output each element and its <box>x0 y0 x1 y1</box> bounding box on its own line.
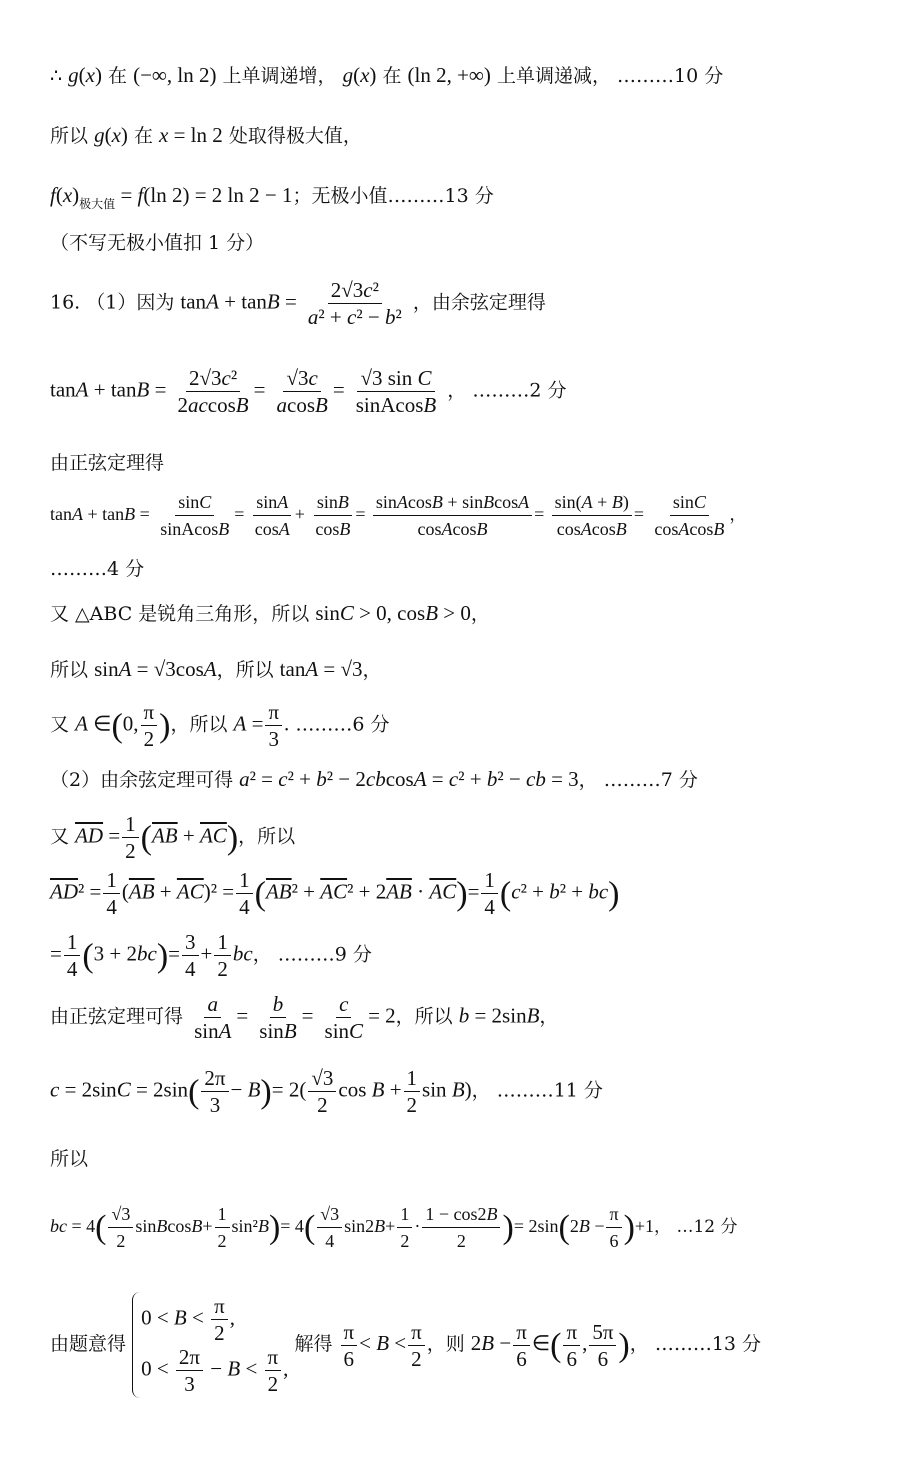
simplify-line: = $\frac{1}{4}$ (3 + 2bc)= $\frac{3}{4}$ + $\frac{1}{2}$ bc， ………9 分 <box>50 930 372 981</box>
vector-ad-line: 又 $\overline{AD}$ = $\frac{1}{2}$ $(\overline{AB} + \overline{AC})$，所以 <box>50 812 296 863</box>
max-point-line: 所以 g(x) 在 x = ln 2 处取得极大值， <box>50 123 362 147</box>
monotonic-line: ∴ g(x) 在 (−∞, ln 2) 上单调递增， g(x) 在 (ln 2, +∞) 上单调递减， ………10 分 <box>50 63 724 87</box>
vector-square-line: $\overline{AD}^2$ = $\frac{1}{4}$ $(\overline{AB} + \overline{AC})^2$ = $\frac{1}{4}$ $(\overline{AB}^2 + \overline{AC}^2 + 2\overline{AB} \cdot \overline{AC})=$ $\frac{1}{4}$ (c² + b² + bc) <box>50 868 620 919</box>
deduct-note: （不写无极小值扣 1 分） <box>50 232 265 254</box>
c-expression-line: c = 2sinC = 2sin( $\frac{2\pi}{3}$ − B)= 2( $\frac{√3}{2}$ cos B + $\frac{1}{2}$ sin B)， ………11 分 <box>50 1066 603 1117</box>
acute-line: 又 △ABC 是锐角三角形，所以 sinC > 0, cosB > 0， <box>50 601 490 625</box>
score-13a: ………13 分 <box>387 185 494 207</box>
system-brace: 0 < B < $\frac{\pi}{2}$ , 0 < $\frac{2\pi}{3}$ − B < $\frac{\pi}{2}$ , <box>132 1292 288 1398</box>
q16-line: 16. （1）因为 tanA + tanB = $\frac{\text{2√3c²}}{\text{a² + c² − b²}}$ ，由余弦定理得 <box>50 278 546 329</box>
score-6: ………6 分 <box>295 713 390 736</box>
score-9: ………9 分 <box>277 943 372 966</box>
score-13b: ………13 分 <box>654 1333 762 1355</box>
tan-identity-line: tanA + tanB = $\frac{\sin C}{\text{sinAcosB}}$ = $\frac{\sin A}{\cos A}$ + $\frac{\sin B}{\cos B}$ = $\frac{\text{sinAcosB + sinBcosA}}{\text{cosAcosB}}$ = $\frac{\sin(A + B)}{\text{cosAcosB}}$ = $\frac{\sin C}{\text{cosAcosB}}$ ， <box>50 492 747 539</box>
angleA-line: 又 A ∈(0, $\frac{\pi}{2}$ )，所以 A = $\frac{\pi}{3}$ . ………6 分 <box>50 700 390 751</box>
max-value-line: $f(x)_{极大值} = f(\ln$ 2) = 2 ln 2 − 1；无极小值………13 分 <box>50 183 494 211</box>
so-label: 所以 <box>50 1148 89 1170</box>
score-10: ………10 分 <box>617 65 724 87</box>
tan-sum-line: tanA + tanB = $\frac{\text{2√3c²}}{2accosB}$ = $\frac{√3c}{acosB}$ = $\frac{\text{√3 sin C}}{\text{sinAcosB}}$ ， ………2 分 <box>50 366 567 417</box>
score-7: ………7 分 <box>603 769 698 791</box>
score-2: ………2 分 <box>472 379 567 402</box>
score-4: ………4 分 <box>50 558 145 580</box>
tanA-line: 所以 sinA = √3cosA，所以 tanA = √3， <box>50 657 382 681</box>
part2-line: （2）由余弦定理可得 a² = c² + b² − 2cbcosA = c² + b² − cb = 3， ………7 分 <box>50 767 698 791</box>
sine-law2-line: 由正弦定理可得 $\frac{a}{\sin A}$ = $\frac{b}{\sin B}$ = $\frac{c}{\sin C}$ = 2，所以 b = 2sinB， <box>50 992 559 1043</box>
score-11: ………11 分 <box>496 1079 603 1102</box>
score-12: …12 分 <box>676 1217 738 1237</box>
bc-line: bc = 4( $\frac{√3}{2}$ sinBcosB+ $\frac{1}{2}$ sin²B)= 4( $\frac{√3}{4}$ sin2B+ $\frac{1}{2}$ · $\frac{1 - \cos 2B}{2}$ )= 2sin(2B − $\frac{\pi}{6}$ )+1， …12 分 <box>50 1204 738 1251</box>
range-line: 由题意得 0 < B < $\frac{\pi}{2}$ , 0 < $\frac{2\pi}{3}$ − B < $\frac{\pi}{2}$ , 解得 $\frac{\pi}{6}$ < B < $\frac{\pi}{2}$ ，则 2B − $\frac{\pi}{6}$ ∈( $\frac{\pi}{6}$ , $\frac{5\pi}{6}$ )， ………13 分 <box>50 1294 762 1396</box>
sine-law-label: 由正弦定理得 <box>50 452 165 474</box>
